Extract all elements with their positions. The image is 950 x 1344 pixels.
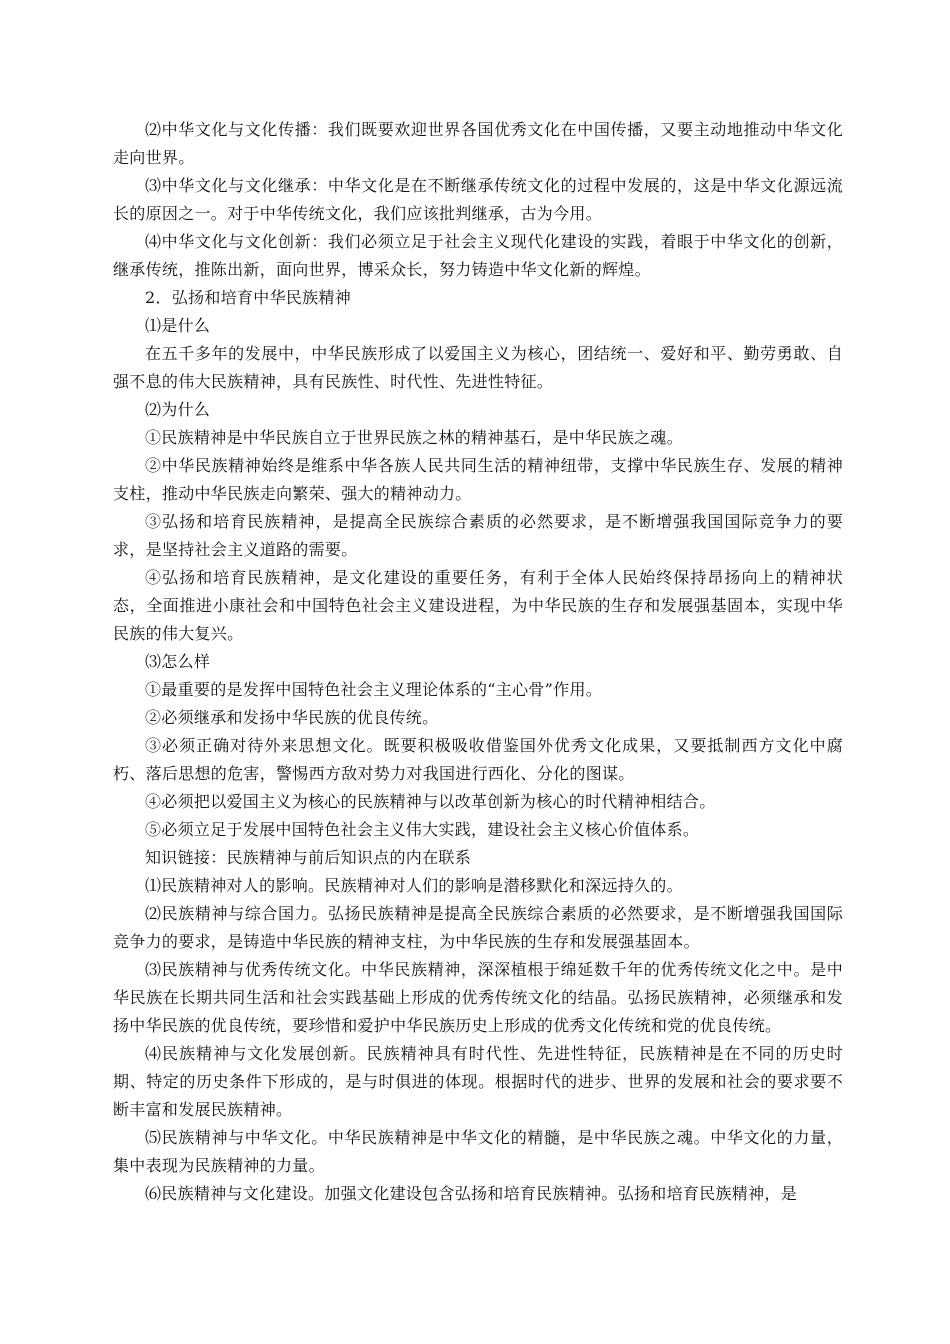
paragraph: ⑵中华文化与文化传播：我们既要欢迎世界各国优秀文化在中国传播，又要主动地推动中华文化走向世界。 xyxy=(113,120,843,167)
list-item: ①最重要的是发挥中国特色社会主义理论体系的“主心骨”作用。 xyxy=(145,680,603,699)
subsection-heading: ⑴是什么 xyxy=(145,316,211,335)
list-item: ⑸民族精神与中华文化。中华民族精神是中华文化的精髓，是中华民族之魂。中华文化的力量，集中表现为民族精神的力量。 xyxy=(113,1128,843,1175)
list-item: ④弘扬和培育民族精神，是文化建设的重要任务，有利于全体人民始终保持昂扬向上的精神状态，全面推进小康社会和中国特色社会主义建设进程，为中华民族的生存和发展强基固本，实现中华民族的伟大复兴。 xyxy=(113,568,843,643)
knowledge-link-heading: 知识链接：民族精神与前后知识点的内在联系 xyxy=(145,848,472,867)
document-body xyxy=(113,116,843,1208)
list-item: ⑹民族精神与文化建设。加强文化建设包含弘扬和培育民族精神。弘扬和培育民族精神，是 xyxy=(145,1184,798,1203)
list-item: ②中华民族精神始终是维系中华各族人民共同生活的精神纽带，支撑中华民族生存、发展的精神支柱，推动中华民族走向繁荣、强大的精神动力。 xyxy=(113,456,843,503)
list-item: ⑤必须立足于发展中国特色社会主义伟大实践，建设社会主义核心价值体系。 xyxy=(145,820,700,839)
list-item: ③弘扬和培育民族精神，是提高全民族综合素质的必然要求，是不断增强我国国际竞争力的要求，是坚持社会主义道路的需要。 xyxy=(113,512,843,559)
list-item: ④必须把以爱国主义为核心的民族精神与以改革创新为核心的时代精神相结合。 xyxy=(145,792,716,811)
list-item: ⑷民族精神与文化发展创新。民族精神具有时代性、先进性特征，民族精神是在不同的历史时期、特定的历史条件下形成的，是与时俱进的体现。根据时代的进步、世界的发展和社会的要求要不断丰富和发展民族精神。 xyxy=(113,1044,843,1119)
list-item: ②必须继承和发扬中华民族的优良传统。 xyxy=(145,708,439,727)
subsection-heading: ⑶怎么样 xyxy=(145,652,211,671)
list-item: ⑴民族精神对人的影响。民族精神对人们的影响是潜移默化和深远持久的。 xyxy=(145,876,683,895)
list-item: ⑶民族精神与优秀传统文化。中华民族精神，深深植根于绵延数千年的优秀传统文化之中。是中华民族在长期共同生活和社会实践基础上形成的优秀传统文化的结晶。弘扬民族精神，必须继承和发扬中华民族的优良传统，要珍惜和爱护中华民族历史上形成的优秀文化传统和党的优良传统。 xyxy=(113,960,843,1035)
paragraph: ⑶中华文化与文化继承：中华文化是在不断继承传统文化的过程中发展的，这是中华文化源远流长的原因之一。对于中华传统文化，我们应该批判继承，古为今用。 xyxy=(113,176,843,223)
subsection-heading: ⑵为什么 xyxy=(145,400,211,419)
list-item: ①民族精神是中华民族自立于世界民族之林的精神基石，是中华民族之魂。 xyxy=(145,428,683,447)
paragraph: 在五千多年的发展中，中华民族形成了以爱国主义为核心，团结统一、爱好和平、勤劳勇敢、自强不息的伟大民族精神，具有民族性、时代性、先进性特征。 xyxy=(113,344,843,391)
paragraph: ⑷中华文化与文化创新：我们必须立足于社会主义现代化建设的实践，着眼于中华文化的创新，继承传统，推陈出新，面向世界，博采众长，努力铸造中华文化新的辉煌。 xyxy=(113,232,843,279)
list-item: ③必须正确对待外来思想文化。既要积极吸收借鉴国外优秀文化成果，又要抵制西方文化中腐朽、落后思想的危害，警惕西方敌对势力对我国进行西化、分化的图谋。 xyxy=(113,736,843,783)
list-item: ⑵民族精神与综合国力。弘扬民族精神是提高全民族综合素质的必然要求，是不断增强我国国际竞争力的要求，是铸造中华民族的精神支柱，为中华民族的生存和发展强基固本。 xyxy=(113,904,843,951)
section-heading: 2．弘扬和培育中华民族精神 xyxy=(145,288,352,307)
